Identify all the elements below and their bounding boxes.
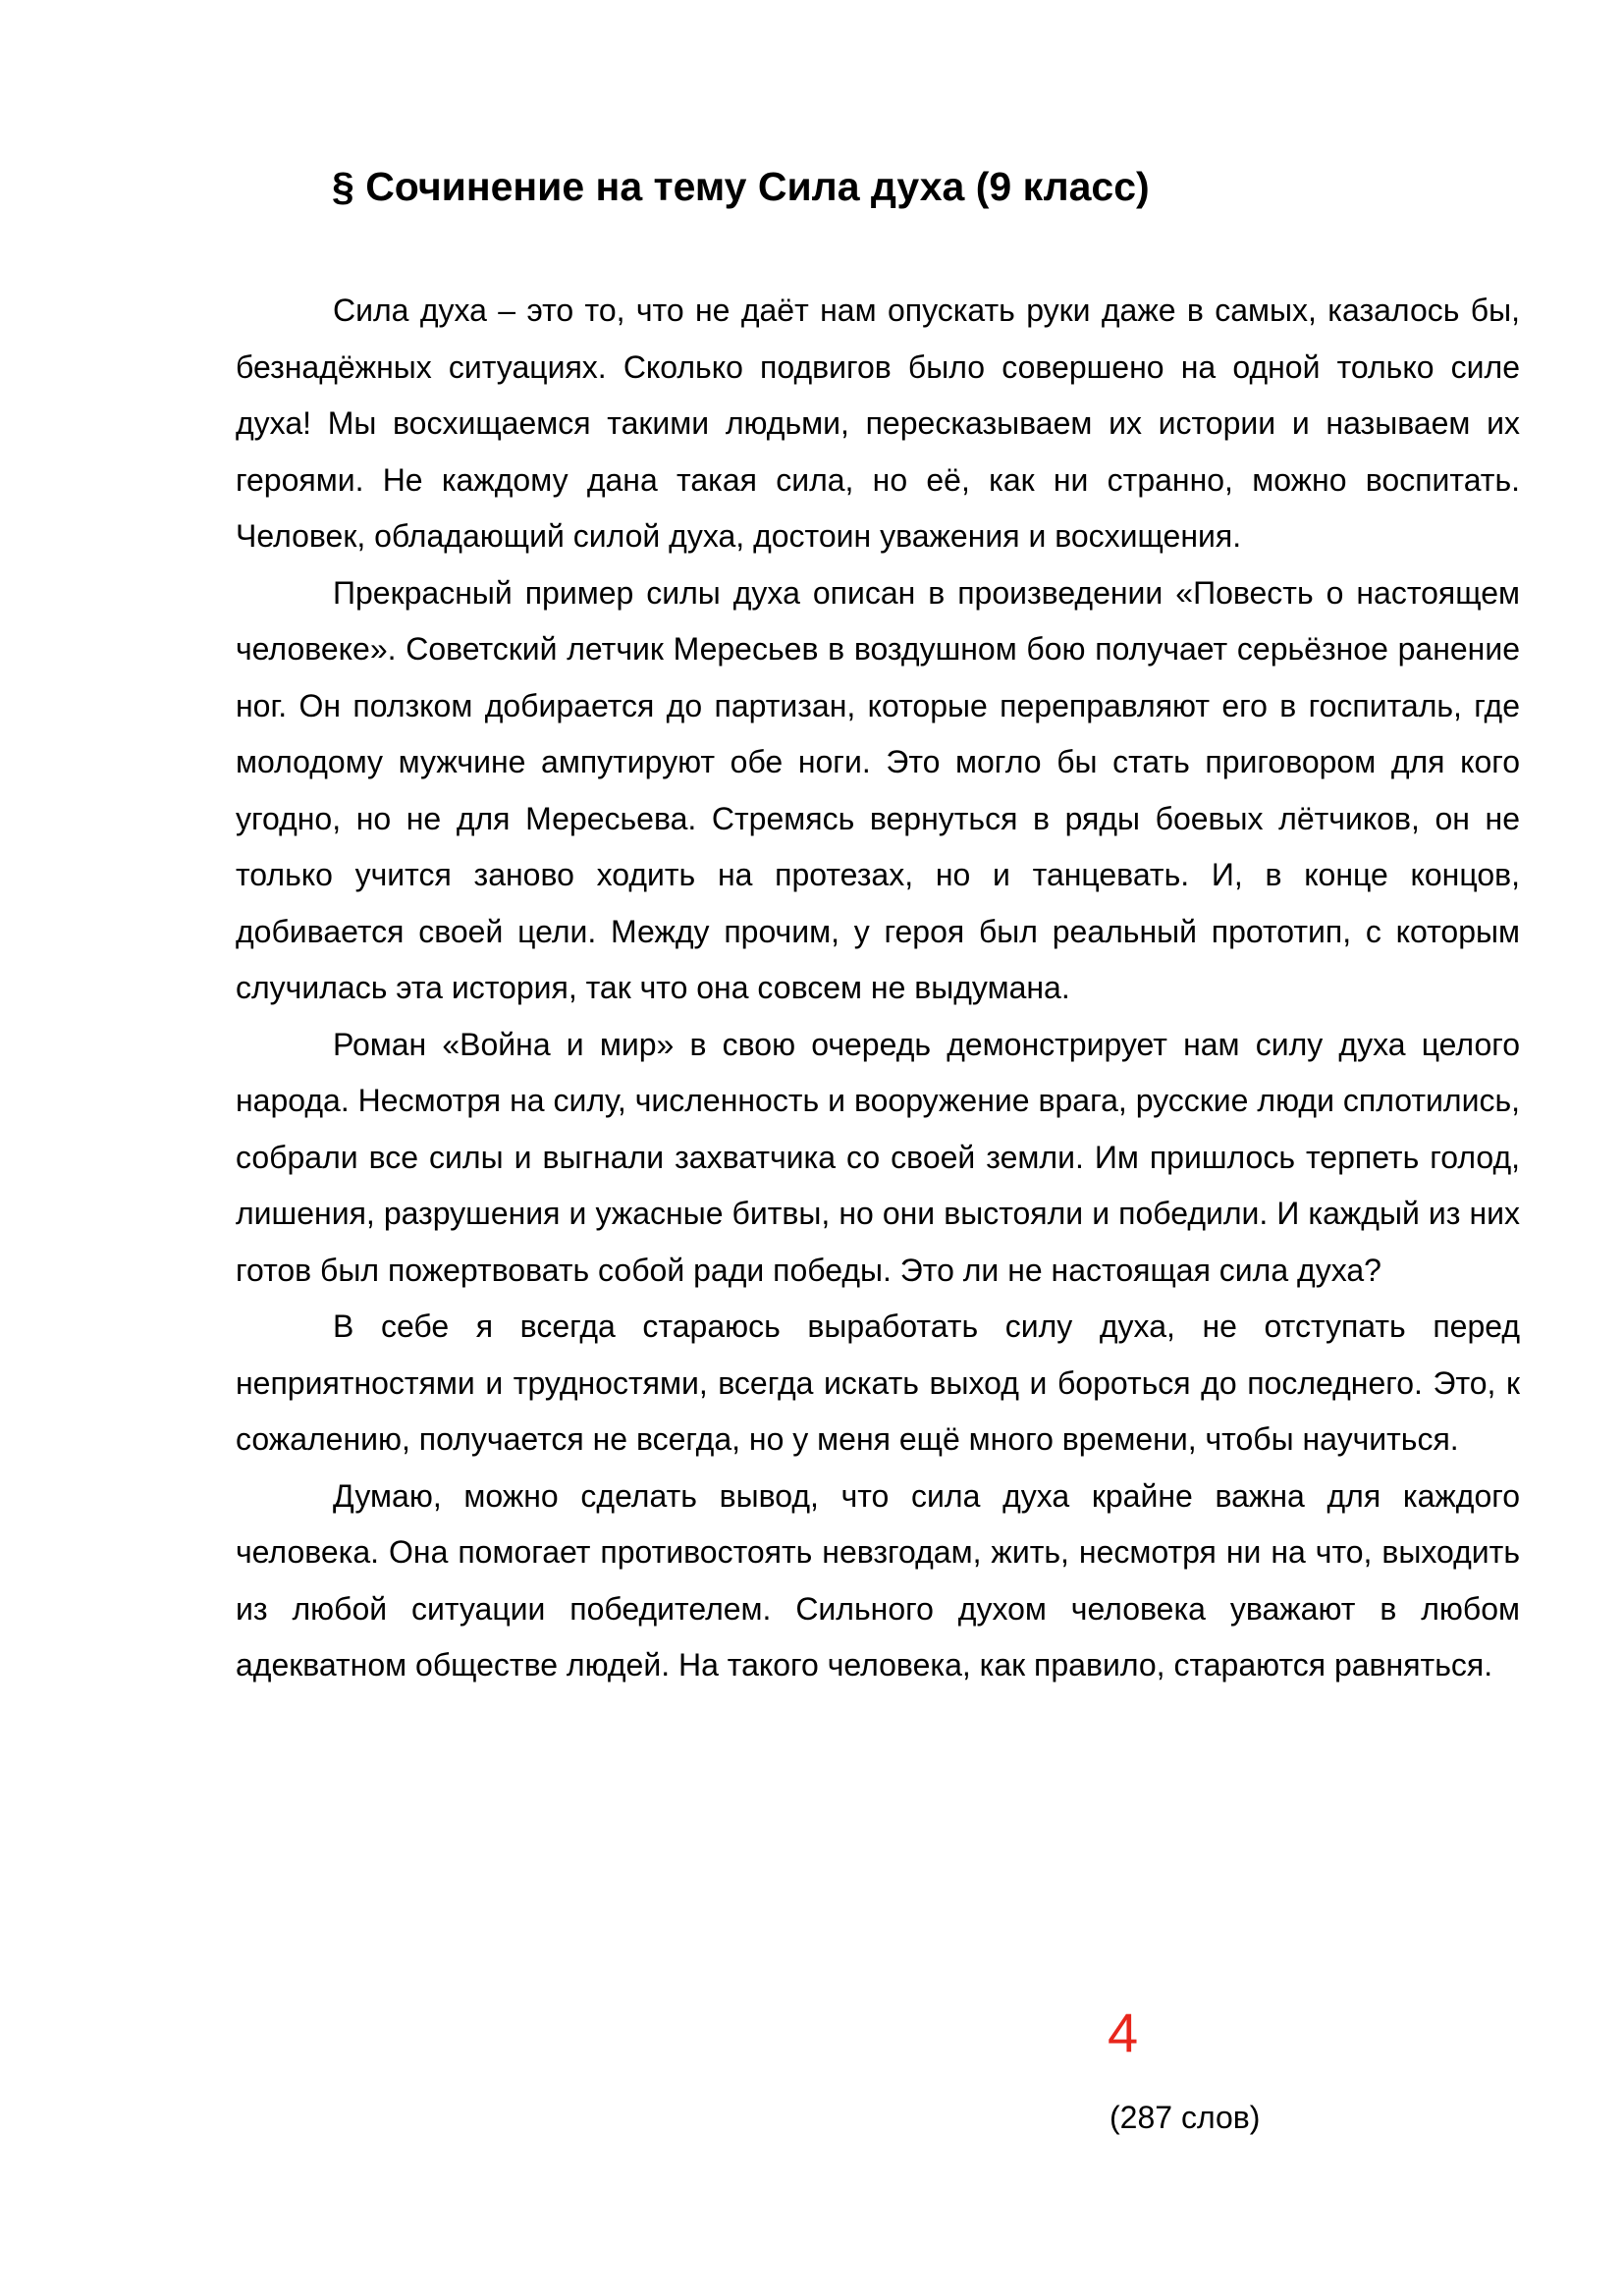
word-count: (287 слов) [1110,2100,1261,2135]
page-title: § Сочинение на тему Сила духа (9 класс) [332,164,1150,209]
paragraph: Думаю, можно сделать вывод, что сила духа крайне важна для каждого человека. Она помогает противостоять невзгодам, жить, несмотря ни на что, выходить из любой ситуации победителем. Сильного духом человека уважают в любом адекватном обществе людей. На такого человека, как правило, стараются равняться. [236,1477,1520,1682]
paragraph: Прекрасный пример силы духа описан в произведении «Повесть о настоящем человеке». Советский летчик Мересьев в воздушном бою получает серьёзное ранение ног. Он ползком добирается до партизан, которые переправляют его в госпиталь, где молодому мужчине ампутируют обе ноги. Это могло бы стать приговором для кого угодно, но не для Мересьева. Стремясь вернуться в ряды боевых лётчиков, он не только учится заново ходить на протезах, но и танцевать. И, в конце концов, добивается своей цели. Между прочим, у героя был реальный прототип, с которым случилась эта история, так что она совсем не выдумана. [236,574,1520,1005]
paragraph: В себе я всегда стараюсь выработать силу духа, не отступать перед неприятностями и трудностями, всегда искать выход и бороться до последнего. Это, к сожалению, получается не всегда, но у меня ещё много времени, чтобы научиться. [236,1308,1520,1457]
paragraph: Сила духа – это то, что не даёт нам опускать руки даже в самых, казалось бы, безнадёжных ситуациях. Сколько подвигов было совершено на одной только силе духа! Мы восхищаемся такими людьми, пересказываем их истории и называем их героями. Не каждому дана такая сила, но её, как ни странно, можно воспитать. Человек, обладающий силой духа, достоин уважения и восхищения. [236,293,1520,554]
grade-mark: 4 [1108,2002,1139,2063]
essay-body [236,283,1520,1694]
paragraph: Роман «Война и мир» в свою очередь демонстрирует нам силу духа целого народа. Несмотря на силу, численность и вооружение врага, русские люди сплотились, собрали все силы и выгнали захватчика со своей земли. Им пришлось терпеть голод, лишения, разрушения и ужасные битвы, но они выстояли и победили. И каждый из них готов был пожертвовать собой ради победы. Это ли не настоящая сила духа? [236,1026,1520,1288]
